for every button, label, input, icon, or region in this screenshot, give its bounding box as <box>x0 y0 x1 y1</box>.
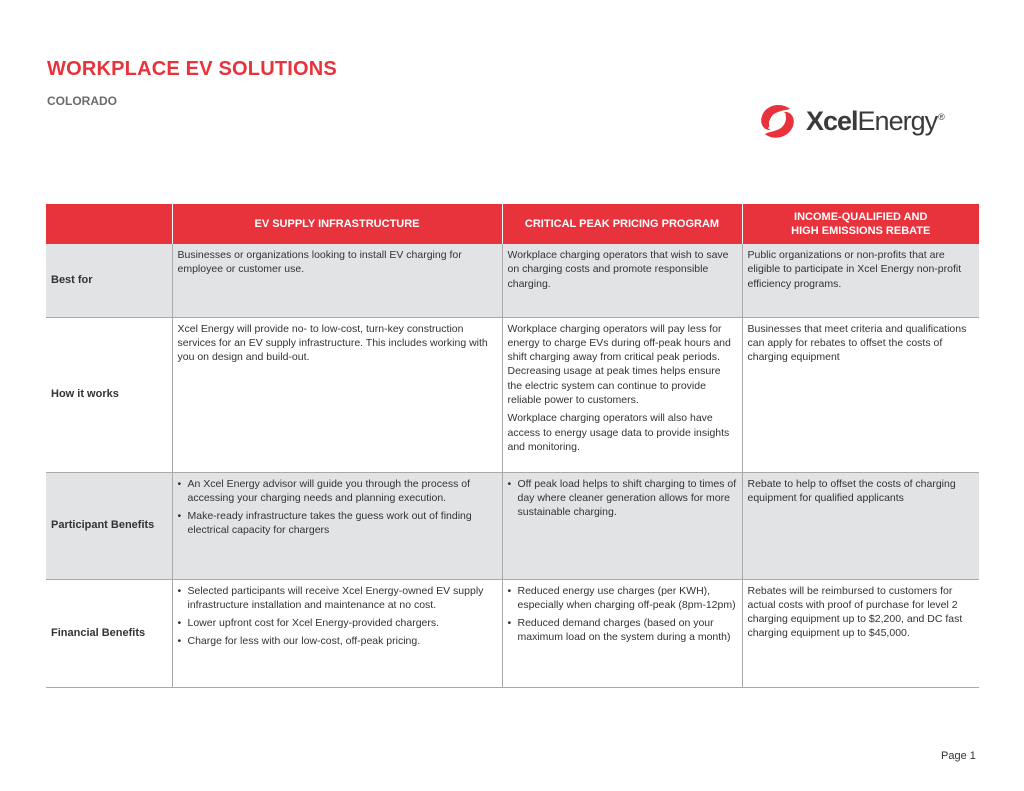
table-row-financial-benefits <box>46 579 979 687</box>
page-number: Page 1 <box>941 750 976 762</box>
financial-benefits-rebate: Rebates will be reimbursed to customers for actual costs with proof of purchase for level 2 charging equipment up to $2,200, and DC fast charging equipment up to $45,000. <box>742 579 979 687</box>
header-ev-supply: EV SUPPLY INFRASTRUCTURE <box>172 204 502 244</box>
best-for-ev-supply: Businesses or organizations looking to install EV charging for employee or customer use. <box>172 244 502 317</box>
table-row-best-for <box>46 244 979 317</box>
logo-wordmark: XcelEnergy® <box>806 105 944 136</box>
xcel-energy-logo <box>756 100 966 142</box>
how-it-works-paragraph: Workplace charging operators will pay less for energy to charge EVs during off-peak hours and shift charging away from critical peak periods. Decreasing usage at peak times helps ensure the electric system can continue to provide reliable power to customers. <box>507 322 731 406</box>
best-for-rebate: Public organizations or non-profits that are eligible to participate in Xcel Energy non-profit efficiency programs. <box>742 244 979 317</box>
bullet-item: • Selected participants will receive Xcel Energy-owned EV supply infrastructure installation and maintenance at no cost. <box>178 584 497 613</box>
header-income-qualified: INCOME-QUALIFIED AND HIGH EMISSIONS REBATE <box>742 204 979 244</box>
financial-benefits-ev-supply <box>172 579 502 687</box>
page-subtitle: COLORADO <box>47 94 117 108</box>
how-it-works-rebate: Businesses that meet criteria and qualifications can apply for rebates to offset the costs of charging equipment <box>742 317 979 472</box>
financial-benefits-critical-peak <box>502 579 742 687</box>
row-label-best-for: Best for <box>46 244 172 317</box>
participant-benefits-rebate: Rebate to help to offset the costs of charging equipment for qualified applicants <box>742 472 979 579</box>
table-header-row <box>46 204 979 244</box>
xcel-swoosh-icon <box>756 100 798 142</box>
how-it-works-ev-supply: Xcel Energy will provide no- to low-cost, turn-key construction services for an EV supply infrastructure. This includes working with you on design and build-out. <box>172 317 502 472</box>
row-label-financial-benefits: Financial Benefits <box>46 579 172 687</box>
how-it-works-paragraph: Workplace charging operators will also have access to energy usage data to provide insights and monitoring. <box>507 412 730 453</box>
bullet-item: • Make-ready infrastructure takes the guess work out of finding electrical capacity for chargers <box>178 509 497 538</box>
bullet-item: • Reduced demand charges (based on your maximum load on the system during a month) <box>508 616 737 645</box>
participant-benefits-critical-peak <box>502 472 742 579</box>
how-it-works-critical-peak <box>502 317 742 472</box>
page-title: WORKPLACE EV SOLUTIONS <box>47 58 337 80</box>
comparison-table <box>46 204 979 688</box>
bullet-item: • Lower upfront cost for Xcel Energy-provided chargers. <box>178 616 497 630</box>
table-row-how-it-works <box>46 317 979 472</box>
best-for-critical-peak: Workplace charging operators that wish to save on charging costs and promote responsible charging. <box>502 244 742 317</box>
bullet-item: • Charge for less with our low-cost, off-peak pricing. <box>178 634 497 648</box>
table-row-participant-benefits <box>46 472 979 579</box>
bullet-item: • An Xcel Energy advisor will guide you through the process of accessing your charging needs and planning execution. <box>178 477 497 506</box>
header-blank <box>46 204 172 244</box>
bullet-item: • Off peak load helps to shift charging to times of day where cleaner generation allows for more sustainable charging. <box>508 477 737 520</box>
row-label-how-it-works: How it works <box>46 317 172 472</box>
row-label-participant-benefits: Participant Benefits <box>46 472 172 579</box>
participant-benefits-ev-supply <box>172 472 502 579</box>
bullet-item: • Reduced energy use charges (per KWH), especially when charging off-peak (8pm-12pm) <box>508 584 737 613</box>
header-critical-peak: CRITICAL PEAK PRICING PROGRAM <box>502 204 742 244</box>
